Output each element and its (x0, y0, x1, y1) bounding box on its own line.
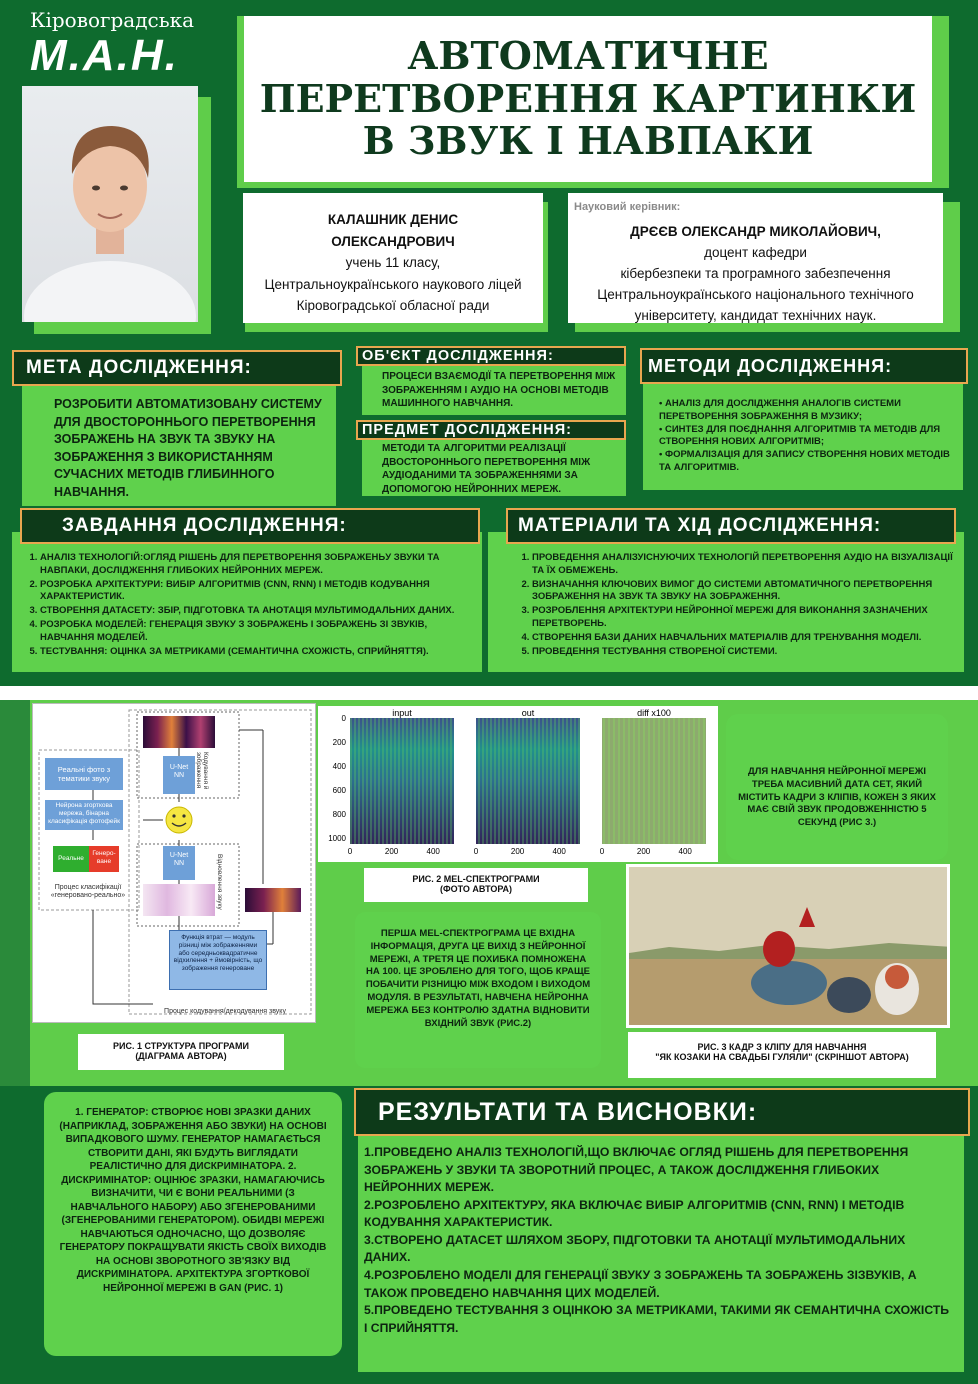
author-card (243, 193, 543, 323)
y-tick-label: 200 (332, 738, 346, 747)
author-photo (22, 86, 198, 322)
object-text: ПРОЦЕСИ ВЗАЄМОДІЇ ТА ПЕРЕТВОРЕННЯ МІЖ ЗОБРАЖЕННЯМ І АУДІО НА ОСНОВІ МЕТОДІВ МАШИННОГО НАВЧАННЯ. (382, 371, 616, 409)
goal-header: МЕТА ДОСЛІДЖЕННЯ: (12, 350, 342, 386)
tasks-item-3: 3. СТВОРЕННЯ ДАТАСЕТУ: ЗБІР, ПІДГОТОВКА ТА АНОТАЦІЯ МУЛЬТИМОДАЛЬНИХ ДАНИХ. (40, 605, 472, 618)
results-header: РЕЗУЛЬТАТИ ТА ВИСНОВКИ: (354, 1088, 970, 1136)
gan-text: 1. ГЕНЕРАТОР: СТВОРЮЄ НОВІ ЗРАЗКИ ДАНИХ (НАПРИКЛАД, ЗОБРАЖЕННЯ АБО ЗВУКИ) НА ОСНОВІ ВИПАДКОВОГО ШУМУ. ГЕНЕРАТОР НАМАГАЄТЬСЯ СТВОРИТИ ДАНІ, ЯКІ БУДУТЬ ВИГЛЯДАТИ РЕАЛІСТИЧНО ДЛЯ ДИСКРИМІНАТОРА. 2. ДИСКРИМІНАТОР: ОЦІНЮЄ ЗРАЗКИ, НАМАГАЮЧИСЬ ВИЗНАЧИТИ, ЧИ Є ВОНИ РЕАЛЬНИМИ (З НАВЧАЛЬНОГО НАБОРУ) АБО ЗГЕНЕРОВАНИМИ (ЗГЕНЕРОВАНИМИ ГЕНЕРАТОРОМ). ОБИДВІ МЕРЕЖІ НАВЧАЮТЬСЯ ОДНОЧАСНО, ЩО ДОЗВОЛЯЄ ГЕНЕРАТОРУ ПОКРАЩУВАТИ ЯКІСТЬ СВОЇХ ВИХОДІВ НА ОСНОВІ ЗВОРОТНОГО ЗВ'ЯЗКУ ВІД ДИСКРИМІНАТОРА. АРХІТЕКТУРА ЗГОРТКОВОЇ НЕЙРОННОЇ МЕРЕЖІ В GAN (РИС. 1) (59, 1107, 327, 1294)
methods-item-1: • АНАЛІЗ ДЛЯ ДОСЛІДЖЕННЯ АНАЛОГІВ СИСТЕМИ ПЕРЕТВОРЕННЯ ЗОБРАЖЕННЯ В МУЗИКУ; (659, 398, 901, 422)
goal-text: РОЗРОБИТИ АВТОМАТИЗОВАНУ СИСТЕМУ ДЛЯ ДВОСТОРОННЬОГО ПЕРЕТВОРЕННЯ ЗОБРАЖЕНЬ НА ЗВУК ТА ЗВУКУ НА ЗОБРАЖЕННЯ З ВИКОРИСТАННЯМ СУЧАСНИХ МЕТОДІВ ГЛИБИННОГО НАВЧАННЯ. (54, 397, 322, 499)
materials-header: МАТЕРІАЛИ ТА ХІД ДОСЛІДЖЕННЯ: (506, 508, 956, 544)
title-line-2: ПЕРЕТВОРЕННЯ КАРТИНКИ (259, 75, 917, 121)
diagram-loss: Функція втрат — модуль різниці між зображеннями або середньоквадратичне відхилення + ймовірність, що зображення генероване (169, 930, 267, 990)
goal-box (22, 372, 336, 506)
results-item-3: 3.СТВОРЕНО ДАТАСЕТ ШЛЯХОМ ЗБОРУ, ПІДГОТОВКИ ТА АНОТАЦІЇ МУЛЬТИМОДАЛЬНИХ ДАНИХ. (364, 1232, 906, 1265)
spectrogram-texture-1 (350, 718, 454, 844)
x-tick-label: 0 (599, 847, 605, 856)
spectrogram-title-2: out (521, 708, 535, 718)
x-tick-label: 0 (473, 847, 479, 856)
tasks-header: ЗАВДАННЯ ДОСЛІДЖЕННЯ: (20, 508, 480, 544)
object-box (362, 362, 626, 415)
diagram-generated: Генеро-ване (89, 846, 119, 872)
title-line-1: АВТОМАТИЧНЕ (407, 33, 769, 79)
author-name-1: КАЛАШНИК ДЕНИС (327, 212, 459, 227)
mel-text: ПЕРША MEL-СПЕКТРОГРАМА ЦЕ ВХІДНА ІНФОРМАЦІЯ, ДРУГА ЦЕ ВИХІД З НЕЙРОННОЇ МЕРЕЖІ, А ТРЕТЯ ЦЕ ПОХИБКА ПОМНОЖЕНА НА 100. ЦЕ ЗРОБЛЕНО ДЛЯ ТОГО, ЩОБ КРАЩЕ ПОБАЧИТИ РІЗНИЦЮ МІЖ ВХОДОМ І ВИХОДОМ МОДУЛЯ. В РЕЗУЛЬТАТІ, НАВЧЕНА НЕЙРОННА МЕРЕЖА БЕЗ КОНТРОЛЮ ЗДАТНА ВІДНОВИТИ ВХІДНИЙ ЗВУК (РИС.2) (365, 928, 591, 1029)
diagram-real-photos: Реальні фото з тематики звуку (45, 758, 123, 790)
supervisor-name: ДРЄЄВ ОЛЕКСАНДР МИКОЛАЙОВИЧ, (630, 224, 881, 240)
diagram-spectrogram-top (143, 716, 215, 748)
y-tick-label: 1000 (328, 834, 346, 843)
results-item-5: 5.ПРОВЕДЕНО ТЕСТУВАННЯ З ОЦІНКОЮ ЗА МЕТРИКАМИ, ТАКИМИ ЯК СЕМАНТИЧНА СХОЖІСТЬ І СПРИЙНЯТТЯ. (364, 1303, 950, 1335)
tasks-item-1: 1. АНАЛІЗ ТЕХНОЛОГІЙ:ОГЛЯД РІШЕНЬ ДЛЯ ПЕРЕТВОРЕННЯ ЗОБРАЖЕНЬУ ЗВУКИ ТА НАВПАКИ, ДОСЛІДЖЕННЯ ГЛИБОКИХ НЕЙРОННИХ МЕРЕЖ. (40, 552, 472, 578)
fig3-caption-line-2: "ЯК КОЗАКИ НА СВАДЬБІ ГУЛЯЛИ" (СКРІНШОТ АВТОРА) (655, 1052, 909, 1062)
title-box (244, 16, 932, 182)
materials-box (488, 532, 964, 672)
x-tick-label: 200 (384, 847, 399, 856)
materials-item-2: 2. ВИЗНАЧАННЯ КЛЮЧОВИХ ВИМОГ ДО СИСТЕМИ АВТОМАТИЧНОГО ПЕРЕТВОРЕННЯ ЗОБРАЖЕННЯ НА ЗВУК ТА ЗВУКУ НА ЗОБРАЖЕННЯ. (532, 579, 954, 605)
results-item-1: 1.ПРОВЕДЕНО АНАЛІЗ ТЕХНОЛОГІЙ,ЩО ВКЛЮЧАЄ ОГЛЯД РІШЕНЬ ДЛЯ ПЕРЕТВОРЕННЯ ЗОБРАЖЕНЬ У ЗВУКИ ТА ЗВОРОТНИЙ ПРОЦЕС, А ТАКОЖ ДОСЛІДЖЕННЯ ГЛИБОКИХ НЕЙРОННИХ МЕРЕЖ. (364, 1145, 909, 1195)
results-box (358, 1130, 964, 1372)
spectrogram-title-3: diff x100 (637, 708, 671, 718)
tasks-item-2: 2. РОЗРОБКА АРХІТЕКТУРИ: ВИБІР АЛГОРИТМІВ (CNN, RNN) І МЕТОДІВ КОДУВАННЯ ХАРАКТЕРИСТИК. (40, 579, 472, 605)
x-tick-label: 200 (636, 847, 651, 856)
tasks-item-5: 5. ТЕСТУВАННЯ: ОЦІНКА ЗА МЕТРИКАМИ (СЕМАНТИЧНА СХОЖІСТЬ, СПРИЙНЯТТЯ). (40, 646, 472, 659)
y-tick-label: 400 (332, 762, 346, 771)
gan-text-box (44, 1092, 342, 1356)
diagram-card (32, 703, 316, 1023)
materials-item-1: 1. ПРОВЕДЕННЯ АНАЛІЗУІСНУЮЧИХ ТЕХНОЛОГІЙ ПЕРЕТВОРЕННЯ АУДІО НА ВІЗУАЛІЗАЦІЇ ТА ЇХ ОБМЕЖЕНЬ. (532, 552, 954, 578)
methods-header: МЕТОДИ ДОСЛІДЖЕННЯ: (640, 348, 968, 384)
methods-box (643, 374, 963, 490)
supervisor-line-2: доцент кафедри (704, 244, 807, 260)
author-line-5: Кіровоградської обласної ради (296, 298, 490, 314)
supervisor-line-5: університету, кандидат технічних наук. (634, 307, 877, 323)
diagram-spectrogram-right (245, 888, 301, 912)
materials-item-3: 3. РОЗРОБЛЕННЯ АРХІТЕКТУРИ НЕЙРОННОЇ МЕРЕЖІ ДЛЯ ВИКОНАННЯ ЗАЗНАЧЕНИХ ПЕРЕТВОРЕНЬ. (532, 605, 954, 631)
fig2-caption-line-1: РИС. 2 MEL-СПЕКТРОГРАМИ (412, 874, 540, 884)
diagram-unet-2: U-Net NN (163, 846, 195, 880)
subject-box (362, 434, 626, 496)
dataset-text: ДЛЯ НАВЧАННЯ НЕЙРОННОЇ МЕРЕЖІ ТРЕБА МАСИВНИЙ ДАТА СЕТ, ЯКИЙ МІСТИТЬ КАДРИ З КЛІПІВ, КОЖЕН З ЯКИХ МАЄ СВІЙ ЗВУК ПРОДОВЖЕННІСТЮ 5 СЕКУНД (РИС 3.) (738, 766, 936, 829)
fig1-caption-line-2: (ДІАГРАМА АВТОРА) (135, 1051, 227, 1061)
fig3-caption-box (626, 1030, 938, 1080)
x-tick-label: 400 (678, 847, 692, 856)
x-tick-label: 400 (426, 847, 440, 856)
methods-item-3: • ФОРМАЛІЗАЦІЯ ДЛЯ ЗАПИСУ СТВОРЕННЯ НОВИХ МЕТОДІВ ТА АЛГОРИТМІВ. (659, 449, 950, 474)
diagram-side-1: Кодування й зображення (195, 752, 209, 790)
diagram-real: Реальне (53, 846, 89, 872)
fig3-caption-line-1: РИС. 3 КАДР З КЛІПУ ДЛЯ НАВЧАННЯ (697, 1042, 867, 1052)
supervisor-line-3: кібербезпеки та програмного забезпечення (620, 265, 891, 281)
methods-item-2: • СИНТЕЗ ДЛЯ ПОЄДНАННЯ АЛГОРИТМІВ ТА МЕТОДІВ ДЛЯ СТВОРЕННЯ НОВИХ АЛГОРИТМІВ; (659, 423, 941, 448)
spectrogram-diff-overlay (602, 718, 706, 844)
author-name-2: ОЛЕКСАНДРОВИЧ (331, 233, 455, 249)
diagram-side-2: Відновлення звуку (216, 854, 223, 910)
dataset-box (726, 714, 948, 860)
logo (30, 8, 194, 78)
subject-header: ПРЕДМЕТ ДОСЛІДЖЕННЯ: (356, 420, 626, 440)
diagram-cnn: Нейрона згорткова мережа, бінарна класифікація фотофейк (45, 800, 123, 830)
diagram-unet-1: U-Net NN (163, 756, 195, 794)
x-tick-label: 400 (552, 847, 566, 856)
clip-frame (626, 864, 950, 1028)
supervisor-line-4: Центральноукраїнського національного технічного (597, 286, 914, 302)
spectrogram-texture-2 (476, 718, 580, 844)
results-item-2: 2.РОЗРОБЛЕНО АРХІТЕКТУРУ, ЯКА ВКЛЮЧАЄ ВИБІР АЛГОРИТМІВ (CNN, RNN) І МЕТОДІВ КОДУВАННЯ ХАРАКТЕРИСТИК. (364, 1197, 905, 1230)
diagram-class-caption: Процес класифікації «генеровано-реально» (50, 884, 126, 900)
tasks-item-4: 4. РОЗРОБКА МОДЕЛЕЙ: ГЕНЕРАЦІЯ ЗВУКУ З ЗОБРАЖЕНЬ І ЗОБРАЖЕНЬ ЗІ ЗВУКІВ, НАВЧАННЯ МОДЕЛЕЙ. (40, 619, 472, 645)
materials-item-4: 4. СТВОРЕННЯ БАЗИ ДАНИХ НАВЧАЛЬНИХ МАТЕРІАЛІВ ДЛЯ ТРЕНУВАННЯ МОДЕЛІ. (532, 632, 954, 645)
fig2-caption-line-2: (ФОТО АВТОРА) (439, 884, 513, 894)
y-tick-label: 800 (332, 810, 346, 819)
spectrogram-title-1: input (392, 708, 412, 718)
title-line-3: В ЗВУК І НАВПАКИ (362, 118, 814, 164)
diagram-proc-caption: Процес кодування/декодування звуку (164, 1008, 286, 1015)
supervisor-label: Науковий керівник: (574, 201, 681, 213)
y-tick-label: 0 (341, 714, 346, 723)
subject-text: МЕТОДИ ТА АЛГОРИТМИ РЕАЛІЗАЦІЇ ДВОСТОРОННЬОГО ПЕРЕТВОРЕННЯ МІЖ АУДІОДАНИМИ ТА ЗОБРАЖЕННЯМИ ЗА ДОПОМОГОЮ НЕЙРОННИХ МЕРЕЖ. (382, 443, 591, 495)
results-item-4: 4.РОЗРОБЛЕНО МОДЕЛІ ДЛЯ ГЕНЕРАЦІЇ ЗВУКУ З ЗОБРАЖЕНЬ ТА ЗОБРАЖЕНЬ ЗІЗВУКІВ, А ТАКОЖ ПРОВЕДЕНО НАВЧАННЯ ЦИХ МОДЕЛЕЙ. (364, 1267, 917, 1300)
author-line-3: учень 11 класу, (345, 255, 441, 271)
mel-text-box (355, 912, 601, 1068)
diagram-spectrogram-mid (143, 884, 215, 916)
x-tick-label: 200 (510, 847, 525, 856)
author-line-4: Центральноукраїнського наукового ліцей (264, 276, 522, 292)
y-tick-label: 600 (332, 786, 346, 795)
fig1-caption-line-1: РИС. 1 СТРУКТУРА ПРОГРАМИ (113, 1041, 249, 1051)
logo-city: Кіровоградська (30, 8, 195, 32)
object-header: ОБ'ЄКТ ДОСЛІДЖЕННЯ: (356, 346, 626, 366)
x-tick-label: 0 (347, 847, 353, 856)
fig1-caption-box (76, 1032, 286, 1072)
tasks-box (12, 532, 482, 672)
fig2-caption-box (362, 866, 590, 904)
supervisor-card (568, 193, 943, 323)
logo-brand: М.А.Н. (30, 31, 179, 80)
spectrogram-chart (318, 706, 718, 862)
materials-item-5: 5. ПРОВЕДЕННЯ ТЕСТУВАННЯ СТВОРЕНОЇ СИСТЕМИ. (532, 646, 954, 659)
